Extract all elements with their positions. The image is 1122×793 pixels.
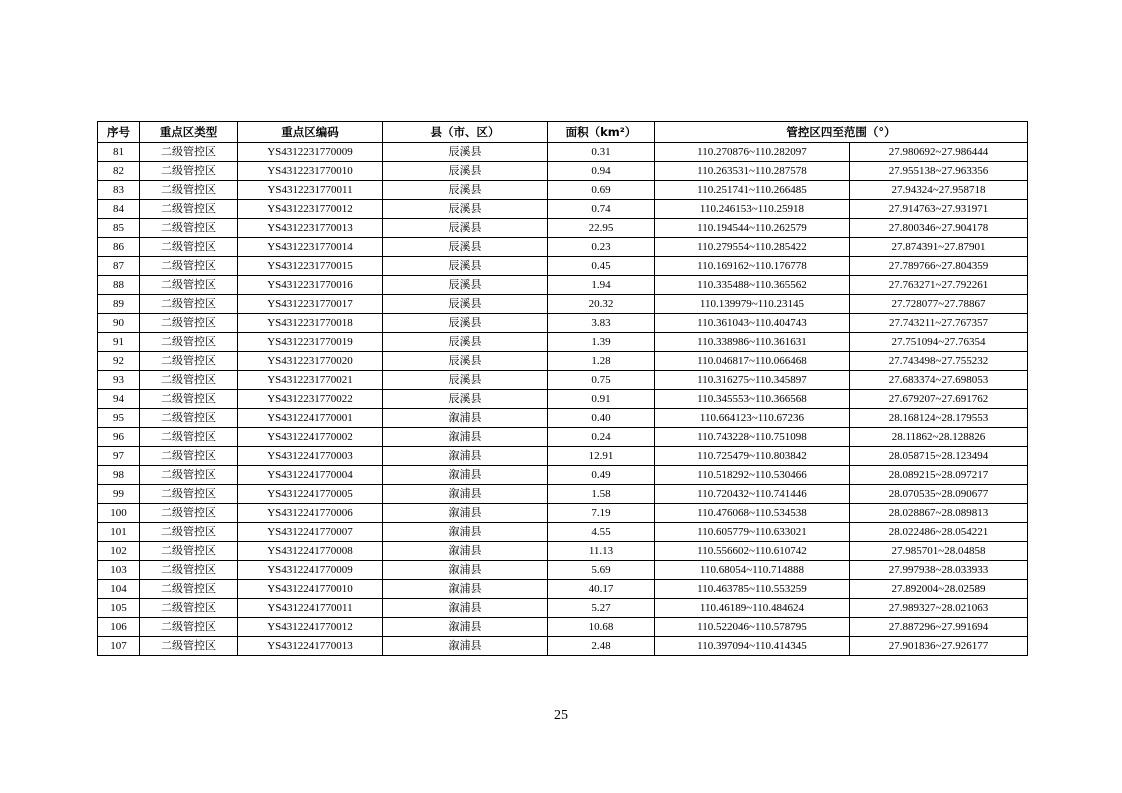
cell-zone-type: 二级管控区 bbox=[140, 466, 238, 485]
cell-longitude-range: 110.743228~110.751098 bbox=[655, 428, 850, 447]
cell-index: 88 bbox=[98, 276, 140, 295]
cell-zone-code: YS4312231770016 bbox=[238, 276, 383, 295]
cell-zone-type: 二级管控区 bbox=[140, 352, 238, 371]
cell-zone-type: 二级管控区 bbox=[140, 162, 238, 181]
cell-zone-code: YS4312241770003 bbox=[238, 447, 383, 466]
cell-zone-type: 二级管控区 bbox=[140, 542, 238, 561]
cell-area: 0.24 bbox=[548, 428, 655, 447]
cell-index: 96 bbox=[98, 428, 140, 447]
cell-latitude-range: 27.887296~27.991694 bbox=[850, 618, 1028, 637]
cell-zone-type: 二级管控区 bbox=[140, 219, 238, 238]
cell-county: 溆浦县 bbox=[383, 561, 548, 580]
cell-area: 0.94 bbox=[548, 162, 655, 181]
cell-county: 溆浦县 bbox=[383, 580, 548, 599]
cell-zone-code: YS4312241770007 bbox=[238, 523, 383, 542]
cell-longitude-range: 110.338986~110.361631 bbox=[655, 333, 850, 352]
table-row bbox=[98, 447, 1028, 466]
cell-index: 89 bbox=[98, 295, 140, 314]
control-zone-table bbox=[97, 121, 1028, 656]
cell-latitude-range: 27.892004~28.02589 bbox=[850, 580, 1028, 599]
cell-area: 3.83 bbox=[548, 314, 655, 333]
cell-longitude-range: 110.316275~110.345897 bbox=[655, 371, 850, 390]
cell-area: 11.13 bbox=[548, 542, 655, 561]
cell-area: 22.95 bbox=[548, 219, 655, 238]
cell-zone-type: 二级管控区 bbox=[140, 580, 238, 599]
cell-area: 0.49 bbox=[548, 466, 655, 485]
header-zone-type: 重点区类型 bbox=[140, 122, 238, 143]
cell-index: 82 bbox=[98, 162, 140, 181]
cell-zone-code: YS4312241770011 bbox=[238, 599, 383, 618]
cell-area: 10.68 bbox=[548, 618, 655, 637]
cell-zone-type: 二级管控区 bbox=[140, 238, 238, 257]
cell-longitude-range: 110.664123~110.67236 bbox=[655, 409, 850, 428]
cell-county: 辰溪县 bbox=[383, 143, 548, 162]
cell-zone-code: YS4312231770011 bbox=[238, 181, 383, 200]
cell-index: 91 bbox=[98, 333, 140, 352]
cell-county: 辰溪县 bbox=[383, 352, 548, 371]
cell-longitude-range: 110.263531~110.287578 bbox=[655, 162, 850, 181]
cell-zone-code: YS4312241770009 bbox=[238, 561, 383, 580]
cell-longitude-range: 110.335488~110.365562 bbox=[655, 276, 850, 295]
cell-latitude-range: 27.679207~27.691762 bbox=[850, 390, 1028, 409]
cell-county: 溆浦县 bbox=[383, 618, 548, 637]
table-row bbox=[98, 238, 1028, 257]
table-row bbox=[98, 618, 1028, 637]
cell-longitude-range: 110.605779~110.633021 bbox=[655, 523, 850, 542]
cell-zone-type: 二级管控区 bbox=[140, 618, 238, 637]
cell-index: 102 bbox=[98, 542, 140, 561]
cell-zone-type: 二级管控区 bbox=[140, 200, 238, 219]
cell-zone-code: YS4312231770015 bbox=[238, 257, 383, 276]
table-row bbox=[98, 143, 1028, 162]
cell-area: 5.27 bbox=[548, 599, 655, 618]
cell-area: 1.58 bbox=[548, 485, 655, 504]
cell-area: 0.91 bbox=[548, 390, 655, 409]
header-county: 县（市、区） bbox=[383, 122, 548, 143]
cell-area: 20.32 bbox=[548, 295, 655, 314]
cell-area: 0.69 bbox=[548, 181, 655, 200]
cell-latitude-range: 27.763271~27.792261 bbox=[850, 276, 1028, 295]
cell-index: 90 bbox=[98, 314, 140, 333]
cell-zone-code: YS4312241770008 bbox=[238, 542, 383, 561]
cell-area: 0.45 bbox=[548, 257, 655, 276]
cell-index: 92 bbox=[98, 352, 140, 371]
cell-longitude-range: 110.725479~110.803842 bbox=[655, 447, 850, 466]
cell-longitude-range: 110.46189~110.484624 bbox=[655, 599, 850, 618]
cell-area: 12.91 bbox=[548, 447, 655, 466]
cell-zone-code: YS4312241770010 bbox=[238, 580, 383, 599]
cell-zone-code: YS4312241770006 bbox=[238, 504, 383, 523]
cell-area: 0.40 bbox=[548, 409, 655, 428]
table-row bbox=[98, 257, 1028, 276]
cell-zone-code: YS4312241770002 bbox=[238, 428, 383, 447]
cell-county: 溆浦县 bbox=[383, 637, 548, 656]
cell-area: 0.31 bbox=[548, 143, 655, 162]
cell-index: 95 bbox=[98, 409, 140, 428]
header-zone-code: 重点区编码 bbox=[238, 122, 383, 143]
cell-area: 40.17 bbox=[548, 580, 655, 599]
cell-zone-type: 二级管控区 bbox=[140, 371, 238, 390]
cell-latitude-range: 27.751094~27.76354 bbox=[850, 333, 1028, 352]
cell-zone-code: YS4312241770004 bbox=[238, 466, 383, 485]
cell-index: 98 bbox=[98, 466, 140, 485]
cell-zone-code: YS4312231770012 bbox=[238, 200, 383, 219]
cell-longitude-range: 110.046817~110.066468 bbox=[655, 352, 850, 371]
cell-longitude-range: 110.556602~110.610742 bbox=[655, 542, 850, 561]
cell-latitude-range: 28.089215~28.097217 bbox=[850, 466, 1028, 485]
cell-zone-code: YS4312231770020 bbox=[238, 352, 383, 371]
table-row bbox=[98, 428, 1028, 447]
cell-longitude-range: 110.139979~110.23145 bbox=[655, 295, 850, 314]
table-row bbox=[98, 371, 1028, 390]
header-index: 序号 bbox=[98, 122, 140, 143]
cell-area: 1.28 bbox=[548, 352, 655, 371]
cell-zone-code: YS4312231770021 bbox=[238, 371, 383, 390]
cell-county: 溆浦县 bbox=[383, 409, 548, 428]
cell-latitude-range: 28.11862~28.128826 bbox=[850, 428, 1028, 447]
table-row bbox=[98, 580, 1028, 599]
cell-longitude-range: 110.194544~110.262579 bbox=[655, 219, 850, 238]
table-row bbox=[98, 599, 1028, 618]
cell-index: 103 bbox=[98, 561, 140, 580]
cell-zone-type: 二级管控区 bbox=[140, 523, 238, 542]
cell-area: 0.23 bbox=[548, 238, 655, 257]
cell-index: 84 bbox=[98, 200, 140, 219]
cell-zone-code: YS4312231770017 bbox=[238, 295, 383, 314]
cell-zone-code: YS4312241770012 bbox=[238, 618, 383, 637]
table-row bbox=[98, 162, 1028, 181]
cell-area: 7.19 bbox=[548, 504, 655, 523]
cell-latitude-range: 27.874391~27.87901 bbox=[850, 238, 1028, 257]
table-row bbox=[98, 485, 1028, 504]
cell-area: 0.75 bbox=[548, 371, 655, 390]
cell-zone-type: 二级管控区 bbox=[140, 390, 238, 409]
cell-index: 97 bbox=[98, 447, 140, 466]
table-row bbox=[98, 390, 1028, 409]
cell-area: 5.69 bbox=[548, 561, 655, 580]
cell-longitude-range: 110.522046~110.578795 bbox=[655, 618, 850, 637]
cell-latitude-range: 27.955138~27.963356 bbox=[850, 162, 1028, 181]
cell-county: 辰溪县 bbox=[383, 295, 548, 314]
cell-zone-code: YS4312231770009 bbox=[238, 143, 383, 162]
cell-longitude-range: 110.68054~110.714888 bbox=[655, 561, 850, 580]
cell-index: 94 bbox=[98, 390, 140, 409]
cell-latitude-range: 27.789766~27.804359 bbox=[850, 257, 1028, 276]
cell-area: 1.94 bbox=[548, 276, 655, 295]
table-row bbox=[98, 637, 1028, 656]
cell-county: 溆浦县 bbox=[383, 504, 548, 523]
table-row bbox=[98, 561, 1028, 580]
table-row bbox=[98, 504, 1028, 523]
cell-longitude-range: 110.463785~110.553259 bbox=[655, 580, 850, 599]
table-row bbox=[98, 352, 1028, 371]
table-row bbox=[98, 181, 1028, 200]
cell-latitude-range: 27.94324~27.958718 bbox=[850, 181, 1028, 200]
cell-zone-type: 二级管控区 bbox=[140, 428, 238, 447]
cell-county: 溆浦县 bbox=[383, 466, 548, 485]
cell-index: 101 bbox=[98, 523, 140, 542]
cell-latitude-range: 27.901836~27.926177 bbox=[850, 637, 1028, 656]
cell-index: 100 bbox=[98, 504, 140, 523]
cell-latitude-range: 27.997938~28.033933 bbox=[850, 561, 1028, 580]
table-row bbox=[98, 409, 1028, 428]
cell-zone-type: 二级管控区 bbox=[140, 561, 238, 580]
cell-zone-code: YS4312231770019 bbox=[238, 333, 383, 352]
cell-longitude-range: 110.361043~110.404743 bbox=[655, 314, 850, 333]
table-row bbox=[98, 219, 1028, 238]
cell-longitude-range: 110.251741~110.266485 bbox=[655, 181, 850, 200]
cell-longitude-range: 110.279554~110.285422 bbox=[655, 238, 850, 257]
cell-longitude-range: 110.345553~110.366568 bbox=[655, 390, 850, 409]
cell-county: 辰溪县 bbox=[383, 238, 548, 257]
cell-index: 81 bbox=[98, 143, 140, 162]
cell-longitude-range: 110.476068~110.534538 bbox=[655, 504, 850, 523]
cell-zone-code: YS4312231770014 bbox=[238, 238, 383, 257]
cell-longitude-range: 110.169162~110.176778 bbox=[655, 257, 850, 276]
cell-area: 2.48 bbox=[548, 637, 655, 656]
cell-area: 1.39 bbox=[548, 333, 655, 352]
table-row bbox=[98, 276, 1028, 295]
cell-latitude-range: 28.168124~28.179553 bbox=[850, 409, 1028, 428]
cell-index: 85 bbox=[98, 219, 140, 238]
cell-latitude-range: 27.914763~27.931971 bbox=[850, 200, 1028, 219]
cell-zone-code: YS4312231770022 bbox=[238, 390, 383, 409]
cell-zone-code: YS4312241770005 bbox=[238, 485, 383, 504]
cell-zone-type: 二级管控区 bbox=[140, 599, 238, 618]
cell-index: 86 bbox=[98, 238, 140, 257]
cell-zone-code: YS4312241770001 bbox=[238, 409, 383, 428]
cell-index: 93 bbox=[98, 371, 140, 390]
cell-county: 辰溪县 bbox=[383, 200, 548, 219]
cell-latitude-range: 27.980692~27.986444 bbox=[850, 143, 1028, 162]
cell-county: 辰溪县 bbox=[383, 181, 548, 200]
cell-county: 辰溪县 bbox=[383, 162, 548, 181]
cell-county: 辰溪县 bbox=[383, 276, 548, 295]
cell-zone-code: YS4312241770013 bbox=[238, 637, 383, 656]
table-row bbox=[98, 314, 1028, 333]
cell-index: 99 bbox=[98, 485, 140, 504]
table-row bbox=[98, 333, 1028, 352]
cell-latitude-range: 27.989327~28.021063 bbox=[850, 599, 1028, 618]
cell-zone-code: YS4312231770018 bbox=[238, 314, 383, 333]
cell-zone-type: 二级管控区 bbox=[140, 314, 238, 333]
cell-county: 溆浦县 bbox=[383, 428, 548, 447]
cell-zone-type: 二级管控区 bbox=[140, 409, 238, 428]
cell-index: 107 bbox=[98, 637, 140, 656]
cell-latitude-range: 28.058715~28.123494 bbox=[850, 447, 1028, 466]
table-row bbox=[98, 200, 1028, 219]
cell-zone-type: 二级管控区 bbox=[140, 637, 238, 656]
cell-latitude-range: 27.800346~27.904178 bbox=[850, 219, 1028, 238]
cell-index: 104 bbox=[98, 580, 140, 599]
cell-latitude-range: 28.070535~28.090677 bbox=[850, 485, 1028, 504]
header-range: 管控区四至范围（°） bbox=[655, 122, 1028, 143]
cell-zone-type: 二级管控区 bbox=[140, 485, 238, 504]
cell-longitude-range: 110.270876~110.282097 bbox=[655, 143, 850, 162]
cell-zone-type: 二级管控区 bbox=[140, 333, 238, 352]
cell-zone-type: 二级管控区 bbox=[140, 276, 238, 295]
cell-latitude-range: 28.028867~28.089813 bbox=[850, 504, 1028, 523]
cell-index: 105 bbox=[98, 599, 140, 618]
cell-longitude-range: 110.397094~110.414345 bbox=[655, 637, 850, 656]
cell-zone-type: 二级管控区 bbox=[140, 295, 238, 314]
cell-zone-type: 二级管控区 bbox=[140, 257, 238, 276]
table-row bbox=[98, 295, 1028, 314]
cell-county: 辰溪县 bbox=[383, 333, 548, 352]
cell-zone-type: 二级管控区 bbox=[140, 143, 238, 162]
cell-latitude-range: 28.022486~28.054221 bbox=[850, 523, 1028, 542]
cell-county: 溆浦县 bbox=[383, 599, 548, 618]
cell-longitude-range: 110.246153~110.25918 bbox=[655, 200, 850, 219]
cell-latitude-range: 27.743211~27.767357 bbox=[850, 314, 1028, 333]
cell-latitude-range: 27.743498~27.755232 bbox=[850, 352, 1028, 371]
cell-longitude-range: 110.720432~110.741446 bbox=[655, 485, 850, 504]
cell-zone-type: 二级管控区 bbox=[140, 447, 238, 466]
cell-longitude-range: 110.518292~110.530466 bbox=[655, 466, 850, 485]
table-row bbox=[98, 523, 1028, 542]
cell-county: 溆浦县 bbox=[383, 447, 548, 466]
header-area: 面积（km²） bbox=[548, 122, 655, 143]
cell-latitude-range: 27.728077~27.78867 bbox=[850, 295, 1028, 314]
cell-county: 溆浦县 bbox=[383, 542, 548, 561]
cell-zone-code: YS4312231770013 bbox=[238, 219, 383, 238]
table-row bbox=[98, 466, 1028, 485]
table-header-row bbox=[98, 122, 1028, 143]
page-number: 25 bbox=[554, 708, 568, 723]
cell-zone-code: YS4312231770010 bbox=[238, 162, 383, 181]
cell-latitude-range: 27.683374~27.698053 bbox=[850, 371, 1028, 390]
cell-latitude-range: 27.985701~28.04858 bbox=[850, 542, 1028, 561]
cell-county: 辰溪县 bbox=[383, 314, 548, 333]
cell-zone-type: 二级管控区 bbox=[140, 181, 238, 200]
cell-county: 辰溪县 bbox=[383, 219, 548, 238]
cell-county: 溆浦县 bbox=[383, 523, 548, 542]
cell-county: 溆浦县 bbox=[383, 485, 548, 504]
cell-county: 辰溪县 bbox=[383, 257, 548, 276]
cell-county: 辰溪县 bbox=[383, 390, 548, 409]
table-body bbox=[98, 143, 1028, 656]
cell-area: 4.55 bbox=[548, 523, 655, 542]
cell-area: 0.74 bbox=[548, 200, 655, 219]
cell-county: 辰溪县 bbox=[383, 371, 548, 390]
cell-index: 87 bbox=[98, 257, 140, 276]
cell-zone-type: 二级管控区 bbox=[140, 504, 238, 523]
table-row bbox=[98, 542, 1028, 561]
cell-index: 106 bbox=[98, 618, 140, 637]
cell-index: 83 bbox=[98, 181, 140, 200]
